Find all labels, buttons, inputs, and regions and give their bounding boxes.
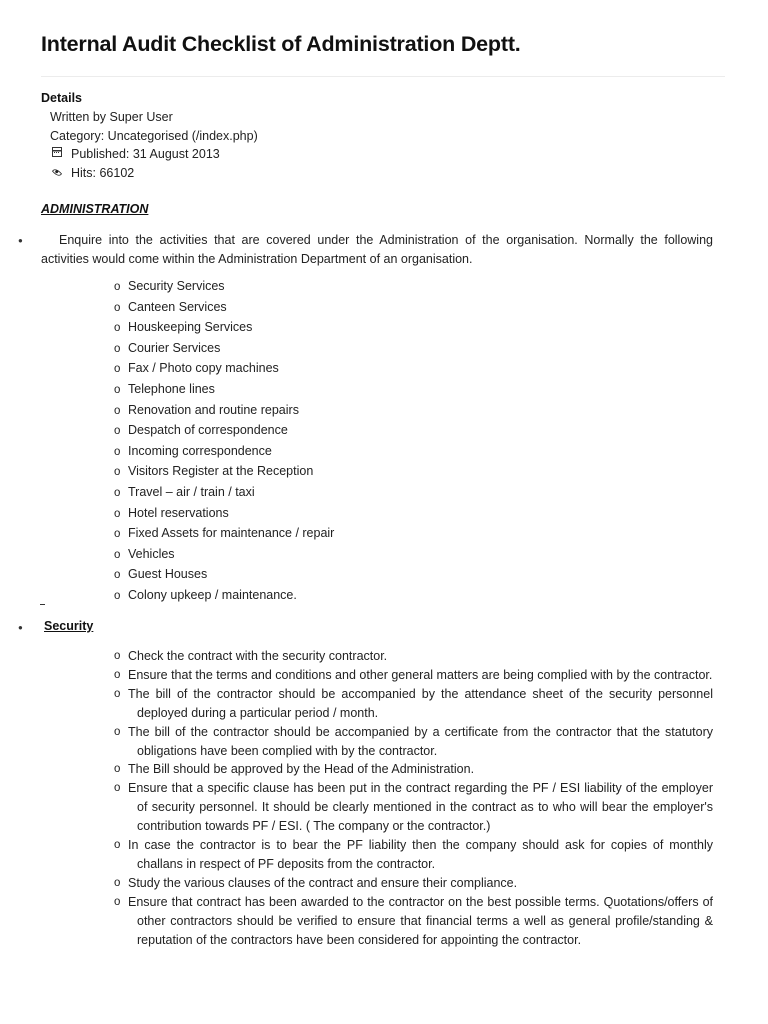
list-item: o Vehicles <box>114 546 175 561</box>
hits-text: Hits: 66102 <box>71 166 135 181</box>
intro-text: Enquire into the activities that are covered under the Administration of the organisation. Normally the following activities would come within the Administration Department of an organisation. <box>41 233 713 266</box>
category-line <box>41 127 258 146</box>
administration-intro <box>41 231 713 268</box>
published-text: Published: 31 August 2013 <box>71 147 220 162</box>
author-text: Written by Super User <box>50 109 173 124</box>
list-item: o Ensure that contract has been awarded to the contractor on the best possible terms. Quotations/offers of other contractors should be verified to ensure that financial terms a well as general profile/standing & reputation of the contractors have been considered for appointing the contractor. <box>114 894 713 947</box>
page-title: Internal Audit Checklist of Administration Deptt. <box>41 32 521 56</box>
list-item: o Colony upkeep / maintenance. <box>114 587 297 602</box>
list-item: o Despatch of correspondence <box>114 423 288 438</box>
article-details <box>41 89 258 183</box>
security-heading: Security <box>44 619 94 633</box>
stray-dash <box>40 604 45 605</box>
list-item: o Fax / Photo copy machines <box>114 361 279 376</box>
list-item: o The bill of the contractor should be accompanied by the attendance sheet of the security personnel deployed during a particular period / month. <box>114 686 713 720</box>
list-item: o Fixed Assets for maintenance / repair <box>114 526 335 541</box>
list-item: o The Bill should be approved by the Head of the Administration. <box>114 762 475 777</box>
list-item: o Study the various clauses of the contract and ensure their compliance. <box>114 875 518 890</box>
list-item: o Ensure that the terms and conditions and other general matters are being complied with by the contractor. <box>114 667 713 682</box>
list-item: o Guest Houses <box>114 567 208 582</box>
category-link[interactable]: Category: Uncategorised (/index.php) <box>50 128 258 143</box>
eye-icon <box>50 164 63 183</box>
administration-activities-list <box>114 277 334 607</box>
list-item: o Ensure that a specific clause has been put in the contract regarding the PF / ESI liability of the employer of security personnel. It should be clearly mentioned in the contract as to who will bear the employer's contribution towards PF / ESI. ( The company or the contractor.) <box>114 781 713 834</box>
list-item: o In case the contractor is to bear the PF liability then the company should ask for copies of monthly challans in respect of PF deposits from the contractor. <box>114 838 713 871</box>
list-item: o Renovation and routine repairs <box>114 402 299 417</box>
author-line <box>41 108 258 127</box>
list-item: o Visitors Register at the Reception <box>114 464 314 479</box>
list-item: o Hotel reservations <box>114 505 229 520</box>
list-item: o Security Services <box>114 279 225 293</box>
list-item: o Travel – air / train / taxi <box>114 484 255 499</box>
security-checklist <box>114 647 713 950</box>
bullet-icon: ● <box>18 236 23 245</box>
published-line <box>41 145 258 164</box>
list-item: o Check the contract with the security contractor. <box>114 649 388 663</box>
list-item: o Telephone lines <box>114 381 215 396</box>
details-label: Details <box>41 91 82 105</box>
list-item: o Courier Services <box>114 340 221 355</box>
list-item: o Houskeeping Services <box>114 320 253 335</box>
administration-heading: ADMINISTRATION <box>41 202 149 216</box>
calendar-icon <box>50 145 63 164</box>
list-item: o Canteen Services <box>114 299 227 314</box>
bullet-icon: ● <box>18 623 23 632</box>
title-divider <box>41 76 725 77</box>
hits-line <box>41 164 258 183</box>
list-item: o Incoming correspondence <box>114 443 272 458</box>
list-item: o The bill of the contractor should be accompanied by a certificate from the contractor that the statutory obligations have been complied with by the contractor. <box>114 724 713 758</box>
